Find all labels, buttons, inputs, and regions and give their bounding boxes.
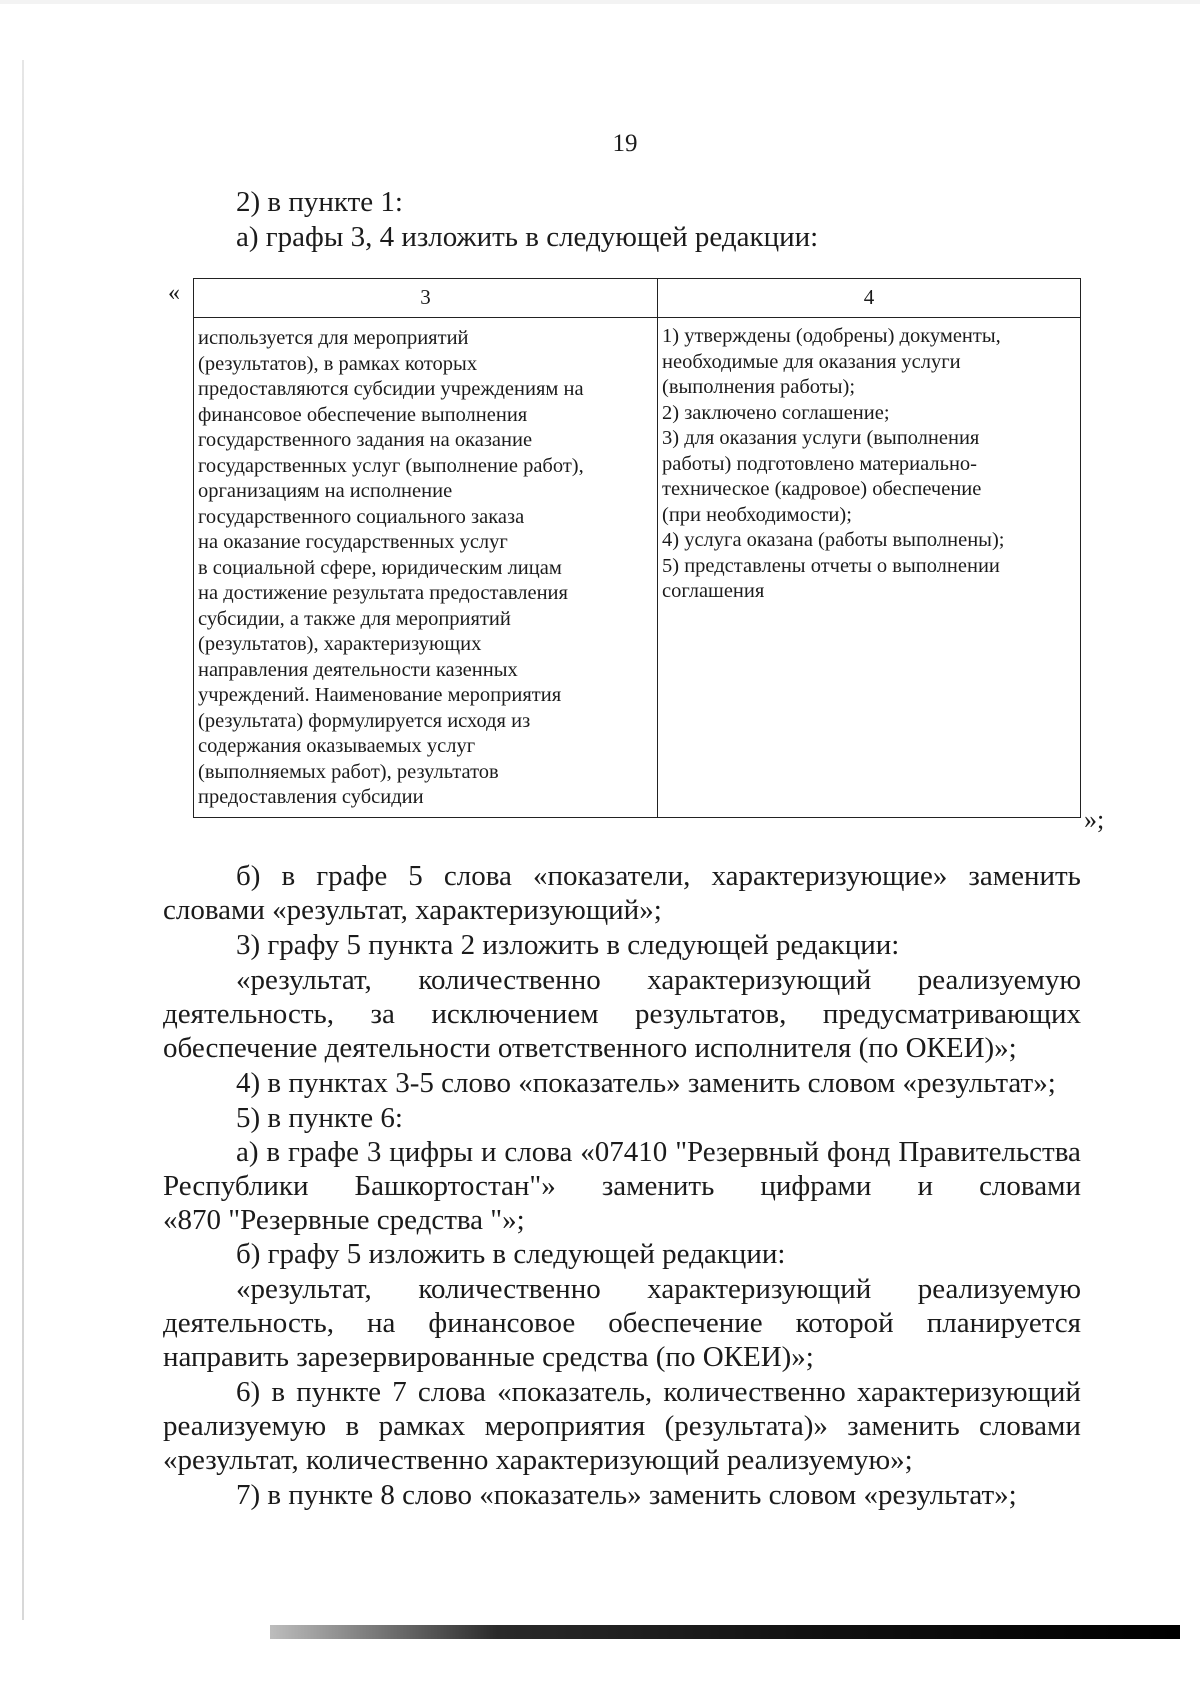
col4-line: работы) подготовлено материально- (662, 452, 977, 475)
col4-line: (выполнения работы); (662, 376, 856, 398)
word: заменить (847, 1410, 960, 1442)
word: 3 (366, 1136, 382, 1168)
col4-line: техническое (кадровое) обеспечение (662, 478, 982, 500)
word: заменить (601, 1170, 715, 1202)
word: характеризующий (856, 1376, 1081, 1408)
table-header-col4: 4 (658, 279, 1081, 318)
scan-edge-left (22, 60, 24, 1620)
word: графе (316, 860, 388, 892)
col3-line: на достижение результата предоставления (198, 582, 568, 604)
col3-line: в социальной сфере, юридическим лицам (198, 556, 562, 579)
col3-line: используется для мероприятий (198, 327, 469, 349)
col3-line: предоставления субсидии (198, 786, 424, 808)
para-5b: б) графу 5 изложить в следующей редакции: (236, 1238, 786, 1270)
word: Республики (163, 1170, 309, 1202)
word: пункте (296, 1376, 382, 1408)
word: в (281, 860, 296, 892)
para-b-line-2: словами «результат, характеризующий»; (163, 894, 662, 926)
word: слова (443, 860, 512, 892)
col3-line: субсидии, а также для мероприятий (198, 607, 511, 630)
word: характеризующий (647, 964, 872, 996)
col3-line: содержания оказываемых услуг (198, 735, 476, 757)
col3-line: предоставляются субсидии учреждениям на (198, 378, 584, 400)
word: в (266, 1136, 281, 1168)
table-cell-col3 (194, 318, 658, 818)
col3-line: учреждений. Наименование мероприятия (198, 684, 562, 706)
page-number: 19 (612, 130, 638, 157)
col4-line: соглашения (662, 580, 765, 602)
para-6-line-2 (163, 1410, 1081, 1442)
para-5a-line-2 (163, 1170, 1081, 1202)
word: планируется (926, 1307, 1081, 1339)
col3-line: (результата) формулируется исходя из (198, 709, 531, 732)
word: в (345, 1410, 360, 1442)
amendment-table (193, 278, 1081, 818)
word: цифрами (760, 1170, 872, 1202)
intro-line-2: а) графы 3, 4 изложить в следующей редакции: (236, 221, 819, 253)
word: в (271, 1376, 286, 1408)
col4-line: 3) для оказания услуги (выполнения (662, 427, 980, 449)
quote-open: « (168, 280, 180, 306)
para-4: 4) в пунктах 3-5 слово «показатель» заменить словом «результат»; (236, 1067, 1056, 1099)
word: и (917, 1170, 934, 1202)
scan-edge-top (0, 0, 1200, 4)
quote-close: »; (1084, 805, 1105, 834)
para-6-line-3: «результат, количественно характеризующий реализуемую»; (163, 1444, 913, 1476)
para-5b-quote-line-2 (163, 1307, 1081, 1339)
table-header-col3: 3 (194, 279, 658, 318)
word: б) (236, 860, 261, 892)
word: графе (288, 1136, 359, 1168)
col4-line: 4) услуга оказана (работы выполнены); (662, 529, 1005, 551)
word: 7 (392, 1376, 407, 1408)
table-header-row (194, 279, 1081, 318)
word: «показатели, (532, 860, 691, 892)
word: «результат, (236, 964, 372, 996)
col3-line: направления деятельности казенных (198, 658, 518, 681)
scan-bottom-bar (270, 1625, 1180, 1639)
word: Башкортостан"» (354, 1170, 556, 1202)
col3-line: финансовое обеспечение выполнения (198, 403, 528, 426)
para-b-line-1 (236, 860, 1081, 892)
para-3-quote-line-1 (236, 964, 1081, 996)
table-row (194, 318, 1081, 818)
intro-line-1: 2) в пункте 1: (236, 186, 403, 218)
word: количественно (663, 1376, 846, 1408)
col4-line: 2) заключено соглашение; (662, 401, 890, 424)
col4-line: 1) утверждены (одобрены) документы, (662, 325, 1001, 347)
col3-line: на оказание государственных услуг (198, 531, 508, 553)
word: деятельность, (163, 1307, 334, 1339)
word: (результата)» (664, 1410, 828, 1442)
col4-line: необходимые для оказания услуги (662, 350, 961, 373)
word: характеризующий (647, 1273, 872, 1305)
word: предусматривающих (822, 998, 1081, 1030)
col3-line: (результатов), характеризующих (198, 633, 482, 655)
table-cell-col4 (658, 318, 1081, 818)
word: деятельность, (163, 998, 334, 1030)
word: реализуемую (917, 1273, 1081, 1305)
word: цифры (389, 1136, 474, 1168)
word: 6) (236, 1376, 261, 1408)
col3-line: государственных услуг (выполнение работ), (198, 454, 584, 477)
word: и (480, 1136, 497, 1168)
para-5a-line-1 (236, 1136, 1081, 1168)
col3-line: (выполняемых работ), результатов (198, 760, 499, 783)
word: слова (417, 1376, 486, 1408)
word: «результат, (236, 1273, 372, 1305)
word: «07410 (580, 1136, 668, 1168)
col4-line: (при необходимости); (662, 503, 852, 526)
word: финансовое (428, 1307, 576, 1339)
word: словами (979, 1410, 1081, 1442)
word: количественно (418, 1273, 601, 1305)
para-6-line-1 (236, 1376, 1081, 1408)
para-5b-quote-line-1 (236, 1273, 1081, 1305)
word: словами (979, 1170, 1081, 1202)
word: на (367, 1307, 396, 1339)
word: рамках (378, 1410, 466, 1442)
word: за (370, 998, 395, 1030)
word: а) (236, 1136, 259, 1168)
word: "Резервный (675, 1136, 820, 1168)
col4-line: 5) представлены отчеты о выполнении (662, 554, 1000, 577)
para-3-line-1: 3) графу 5 пункта 2 изложить в следующей редакции: (236, 929, 900, 961)
col3-line: (результатов), в рамках которых (198, 352, 478, 375)
para-3-quote-line-3: обеспечение деятельности ответственного исполнителя (по ОКЕИ)»; (163, 1032, 1017, 1064)
para-5a-line-3: «870 "Резервные средства "»; (163, 1204, 525, 1236)
word: исключением (431, 998, 599, 1030)
para-3-quote-line-2 (163, 998, 1081, 1030)
para-5: 5) в пункте 6: (236, 1102, 403, 1134)
word: которой (795, 1307, 894, 1339)
word: реализуемую (163, 1410, 327, 1442)
word: фонд (826, 1136, 891, 1168)
word: мероприятия (484, 1410, 646, 1442)
word: заменить (968, 860, 1081, 892)
word: реализуемую (917, 964, 1081, 996)
word: «показатель, (497, 1376, 653, 1408)
word: 5 (408, 860, 423, 892)
col3-line: государственного задания на оказание (198, 429, 533, 451)
para-7: 7) в пункте 8 слово «показатель» заменить словом «результат»; (236, 1479, 1017, 1511)
col3-line: государственного социального заказа (198, 505, 525, 528)
col3-line: организациям на исполнение (198, 480, 453, 502)
word: Правительства (898, 1136, 1081, 1168)
word: результатов, (635, 998, 787, 1030)
para-5b-quote-line-3: направить зарезервированные средства (по ОКЕИ)»; (163, 1341, 814, 1373)
word: слова (504, 1136, 573, 1168)
word: количественно (418, 964, 601, 996)
word: характеризующие» (711, 860, 948, 892)
word: обеспечение (608, 1307, 763, 1339)
